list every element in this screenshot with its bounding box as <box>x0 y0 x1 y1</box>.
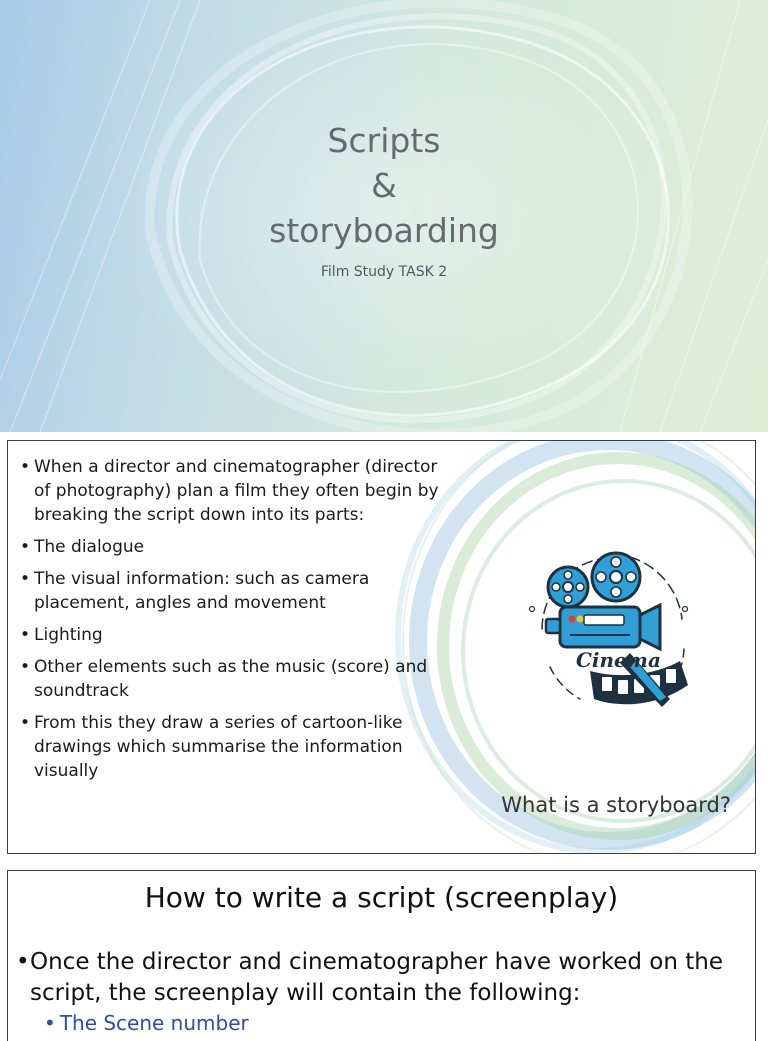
bullet-text: Other elements such as the music (score) and soundtrack <box>34 657 428 701</box>
list-item <box>20 535 440 559</box>
script-sub-item <box>44 1011 249 1035</box>
title-slide <box>0 0 768 432</box>
bullet-glyph: • <box>20 713 31 733</box>
list-item <box>20 711 440 783</box>
script-slide-bullet <box>16 947 750 1009</box>
bullet-glyph: • <box>20 537 31 557</box>
logo-wordmark: Cinema <box>576 648 661 672</box>
bullet-glyph: • <box>20 457 31 477</box>
slide-subtitle: Film Study TASK 2 <box>320 264 448 280</box>
title-line-2: & <box>371 166 397 205</box>
bullet-glyph: • <box>44 1011 56 1035</box>
list-item <box>20 655 440 703</box>
bullet-text: The visual information: such as camera placement, angles and movement <box>34 569 370 613</box>
bullet-glyph: • <box>16 949 30 975</box>
bullet-text: Lighting <box>34 625 103 645</box>
slide-title <box>0 118 768 253</box>
bullet-text: Once the director and cinematographer have worked on the script, the screenplay will contain the following: <box>30 949 723 1006</box>
script-slide <box>7 870 756 1041</box>
bullet-glyph: • <box>20 657 31 677</box>
list-item <box>20 455 440 527</box>
bullet-text: When a director and cinematographer (director of photography) plan a film they often begin by breaking the script down into its parts: <box>34 457 439 525</box>
bullet-glyph: • <box>20 569 31 589</box>
list-item <box>20 567 440 615</box>
bullet-glyph: • <box>20 625 31 645</box>
script-slide-title: How to write a script (screenplay) <box>144 881 619 914</box>
list-item <box>20 623 440 647</box>
storyboard-caption: What is a storyboard? <box>501 793 731 817</box>
title-line-3: storyboarding <box>269 211 499 250</box>
sub-item-text: The Scene number <box>59 1011 249 1035</box>
storyboard-slide <box>7 440 756 854</box>
bullet-text: The dialogue <box>34 537 145 557</box>
storyboard-bullet-list <box>20 455 440 791</box>
cinema-camera-logo <box>520 549 700 739</box>
bullet-text: From this they draw a series of cartoon-like drawings which summarise the information visually <box>34 713 403 781</box>
title-line-1: Scripts <box>327 121 441 160</box>
